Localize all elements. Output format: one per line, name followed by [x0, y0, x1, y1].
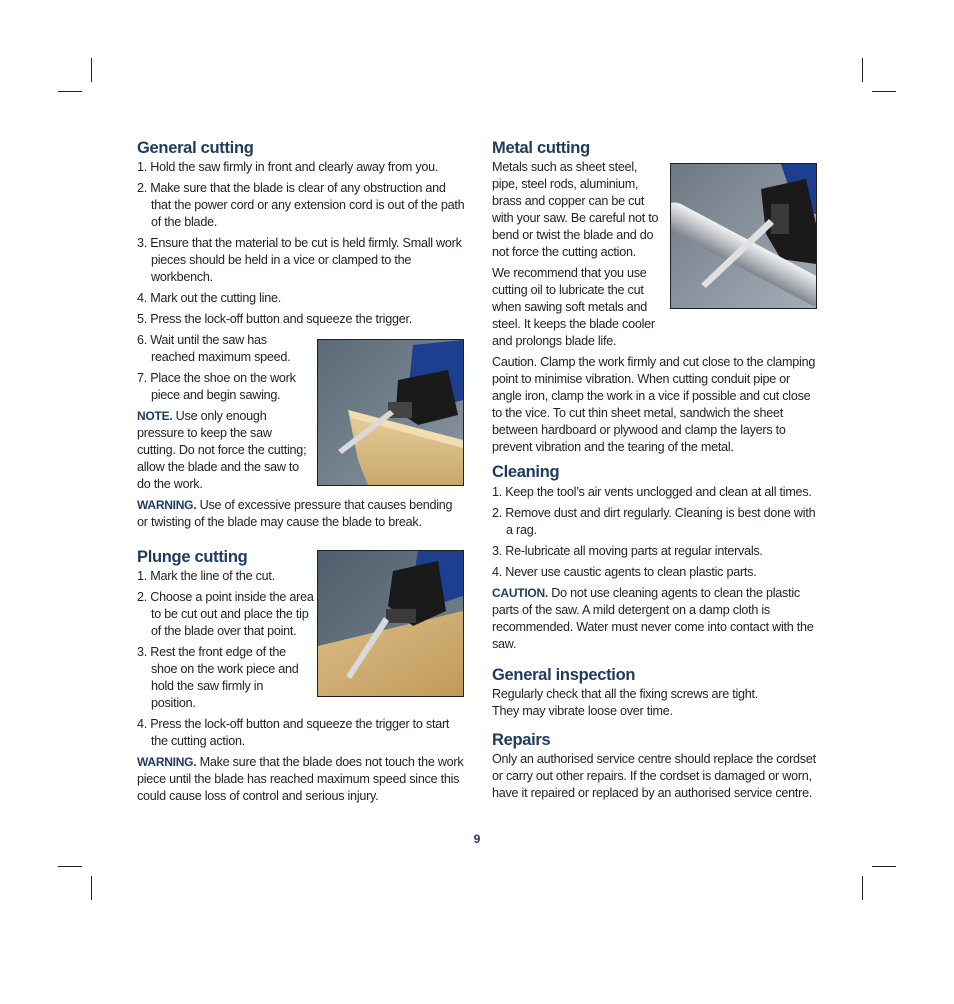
crop-mark: [58, 866, 82, 867]
list-item: 6. Wait until the saw has reached maximum speed.: [137, 333, 291, 364]
list-item: 3. Re-lubricate all moving parts at regular intervals.: [492, 544, 763, 558]
list-item: 4. Mark out the cutting line.: [137, 291, 281, 305]
saw-cutting-metal-pipe-photo: [670, 163, 817, 309]
caution-label: CAUTION.: [492, 586, 548, 600]
warning-text: Use of excessive pressure that causes bending or twisting of the blade may cause the blade to break.: [137, 498, 453, 529]
metal-cutting-caution: Caution. Clamp the work firmly and cut close to the clamping point to minimise vibration. When cutting conduit pipe or angle iron, clamp the work in a vice if possible and cut close to the vice. To cut thin sheet metal, sandwich the sheet between hardboard or plywood and clamp the layers to prevent vibration and the tearing of the metal.: [492, 355, 816, 454]
crop-mark: [91, 58, 92, 82]
list-item: 2. Choose a point inside the area to be cut out and place the tip of the blade over that point.: [137, 590, 314, 638]
inspection-line: They may vibrate loose over time.: [492, 704, 673, 718]
warning-text: Make sure that the blade does not touch the work piece until the blade has reached maximum speed since this could cause loss of control and serious injury.: [137, 755, 464, 803]
list-item: 1. Hold the saw firmly in front and clearly away from you.: [137, 160, 439, 174]
crop-mark: [872, 91, 896, 92]
note-paragraph: [137, 408, 309, 493]
metal-cutting-paragraph: We recommend that you use cutting oil to lubricate the cut when sawing soft metals and steel. It keeps the blade cooler and prolongs blade life.: [492, 266, 655, 348]
cleaning-list: [492, 484, 822, 581]
list-item: 1. Keep the tool’s air vents unclogged and clean at all times.: [492, 485, 812, 499]
plunge-warning-paragraph: [137, 754, 465, 805]
crop-mark: [58, 91, 82, 92]
list-item: 7. Place the shoe on the work piece and begin sawing.: [137, 371, 296, 402]
list-item: 3. Ensure that the material to be cut is held firmly. Small work pieces should be held in a vice or clamped to the workbench.: [137, 236, 462, 284]
repairs-paragraph: Only an authorised service centre should replace the cordset or carry out other repairs. If the cordset is damaged or worn, have it repaired or replaced by an authorised service centre.: [492, 752, 816, 800]
cleaning-caution-paragraph: [492, 585, 822, 653]
metal-cutting-paragraph: Metals such as sheet steel, pipe, steel rods, aluminium, brass and copper can be cut with your saw. Be careful not to bend or twist the blade and do not force the cutting action.: [492, 160, 659, 259]
crop-mark: [872, 866, 896, 867]
warning-label: WARNING.: [137, 755, 197, 769]
inspection-line: Regularly check that all the fixing screws are tight.: [492, 687, 759, 701]
list-item: 2. Make sure that the blade is clear of any obstruction and that the power cord or any extension cord is out of the path of the blade.: [137, 181, 465, 229]
saw-plunge-cutting-photo: [317, 550, 464, 697]
repairs-heading: Repairs: [492, 731, 551, 749]
caution-text: Do not use cleaning agents to clean the plastic parts of the saw. A mild detergent on a damp cloth is recommended. Water must never come into contact with the saw.: [492, 586, 814, 651]
warning-paragraph: [137, 497, 465, 531]
list-item: 1. Mark the line of the cut.: [137, 569, 275, 583]
list-item: 5. Press the lock-off button and squeeze the trigger.: [137, 312, 412, 326]
general-cutting-heading: General cutting: [137, 139, 254, 157]
list-item: 3. Rest the front edge of the shoe on the work piece and hold the saw firmly in position.: [137, 645, 299, 710]
page-number: 9: [473, 832, 481, 846]
list-item: 4. Press the lock-off button and squeeze the trigger to start the cutting action.: [137, 717, 450, 748]
list-item: 4. Never use caustic agents to clean plastic parts.: [492, 565, 757, 579]
metal-cutting-heading: Metal cutting: [492, 139, 590, 157]
warning-label: WARNING.: [137, 498, 197, 512]
crop-mark: [862, 876, 863, 900]
list-item: 2. Remove dust and dirt regularly. Cleaning is best done with a rag.: [492, 506, 816, 537]
general-inspection-heading: General inspection: [492, 666, 636, 684]
crop-mark: [91, 876, 92, 900]
plunge-cutting-heading: Plunge cutting: [137, 548, 248, 566]
saw-cutting-wood-photo: [317, 339, 464, 486]
note-label: NOTE.: [137, 409, 173, 423]
cleaning-heading: Cleaning: [492, 463, 560, 481]
crop-mark: [862, 58, 863, 82]
note-text: Use only enough pressure to keep the saw cutting. Do not force the cutting; allow the blade and the saw to do the work.: [137, 409, 307, 491]
